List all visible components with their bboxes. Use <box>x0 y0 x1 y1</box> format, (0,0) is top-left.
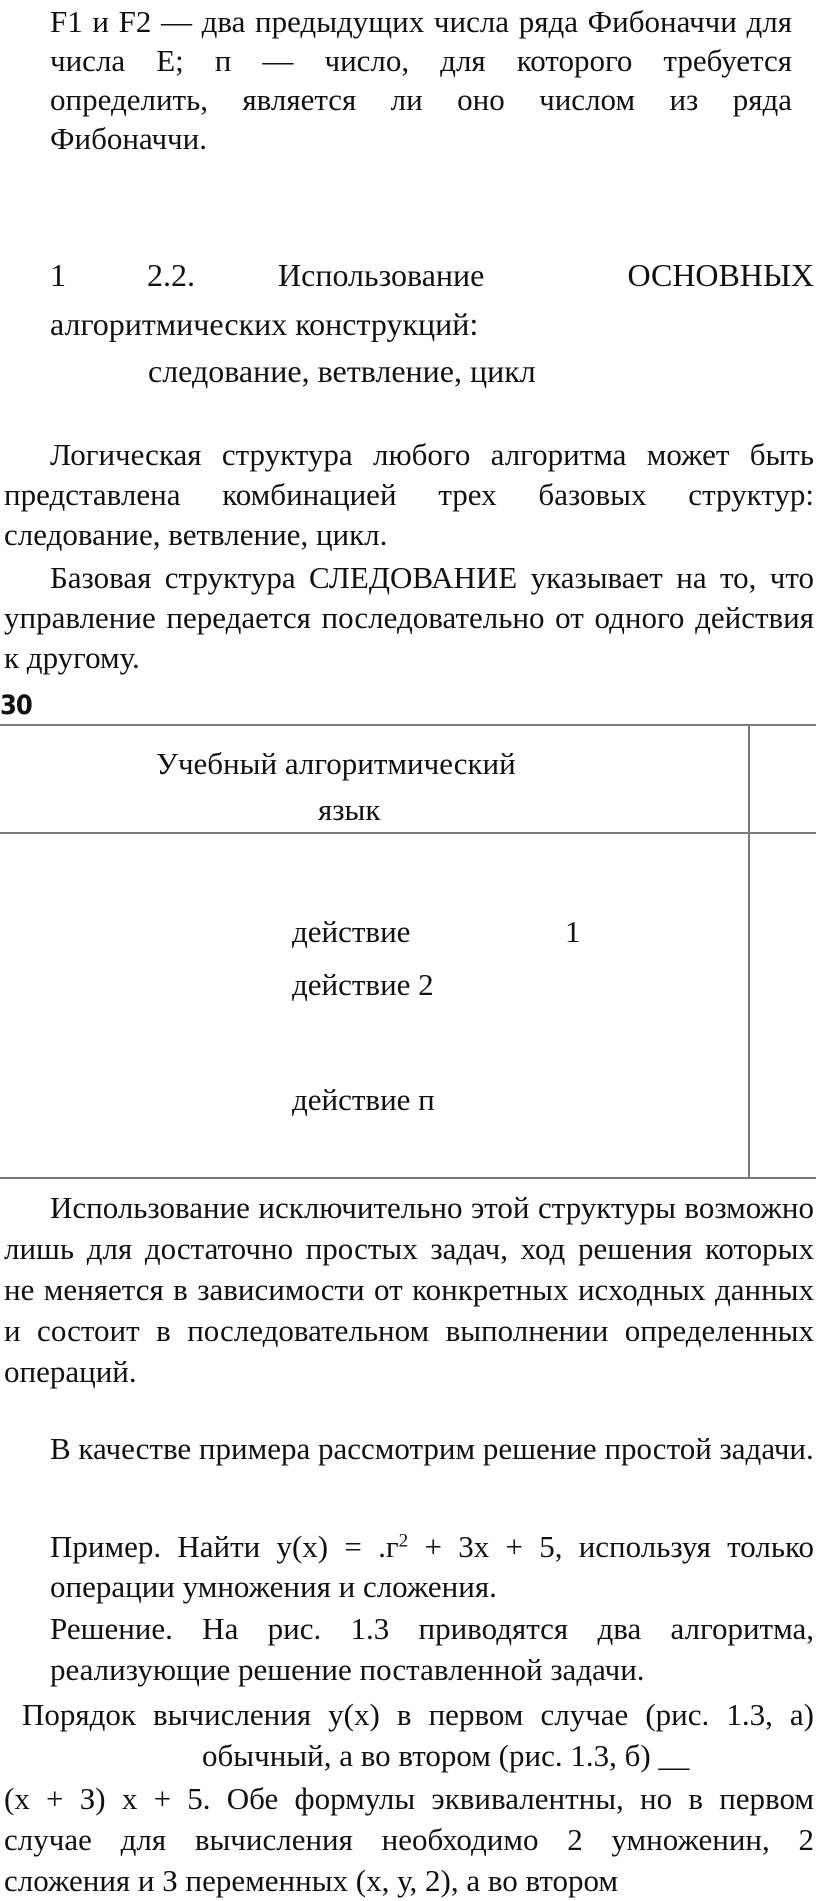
order-line-2: обычный, а во втором (рис. 1.3, б) __ <box>202 1738 690 1773</box>
heading-word-2: ОСНОВНЫХ <box>627 257 814 293</box>
paragraph-usage: Использование исключительно этой структуры возможно лишь для достаточно простых задач, ход решения которых не меняется в зависимости от конкретных исходных данных и состоит в последовательном выполнении определенных операций. <box>4 1190 814 1389</box>
action-1-number: 1 <box>565 914 581 949</box>
action-n: действие п <box>292 1082 435 1117</box>
action-1-word: действие <box>292 914 411 949</box>
paragraph-solution: Решение. На рис. 1.3 приводятся два алгоритма, реализующие решение поставленной задачи. <box>50 1611 814 1687</box>
table-bottom-rule <box>0 1177 816 1179</box>
table-header-rule <box>0 832 816 834</box>
section-heading-line2: алгоритмических конструкций: <box>50 306 479 342</box>
order-line-1: Порядок вычисления у(х) в первом случае (рис. 1.3, а) <box>22 1697 814 1732</box>
action-2: действие 2 <box>292 967 434 1002</box>
table-top-rule <box>0 724 816 726</box>
paragraph-formulas: (х + З) х + 5. Обе формулы эквивалентны, но в первом случае для вычисления необходимо 2 умноженин, 2 сложения и З переменных (х, у, 2), а во втором <box>4 1781 814 1898</box>
paragraph-sequence: Базовая структура СЛЕДОВАНИЕ указывает на то, что управление передается последовательно от одного действия к другому. <box>4 560 814 675</box>
table-column-divider <box>748 725 750 1178</box>
table-header-line2: язык <box>318 792 381 827</box>
paragraph-example <box>50 1527 814 1607</box>
heading-word-1: Использование <box>278 257 485 293</box>
intro-paragraph: F1 и F2 — два предыдущих числа ряда Фибоначчи для числа Е; п — число, для которого требуется определить, является ли оно числом из ряда Фибоначчи. <box>50 4 792 156</box>
paragraph-example-intro: В качестве примера рассмотрим решение простой задачи. <box>50 1431 814 1466</box>
table-header-line1: Учебный алгоритмический <box>156 746 516 781</box>
section-heading-line3: следование, ветвление, цикл <box>148 353 536 389</box>
example-text-before: Пример. Найти у(х) = .г <box>50 1529 399 1564</box>
example-text-after: + 3х + 5, используя только операции умножения и сложения. <box>50 1529 814 1604</box>
paragraph-logical-structure: Логическая структура любого алгоритма может быть представлена комбинацией трех базовых структур: следование, ветвление, цикл. <box>4 437 814 552</box>
page-number: 30 <box>0 690 32 721</box>
example-exponent: 2 <box>398 1530 409 1552</box>
heading-number: 1 <box>50 257 66 293</box>
heading-section-number: 2.2. <box>147 257 195 293</box>
